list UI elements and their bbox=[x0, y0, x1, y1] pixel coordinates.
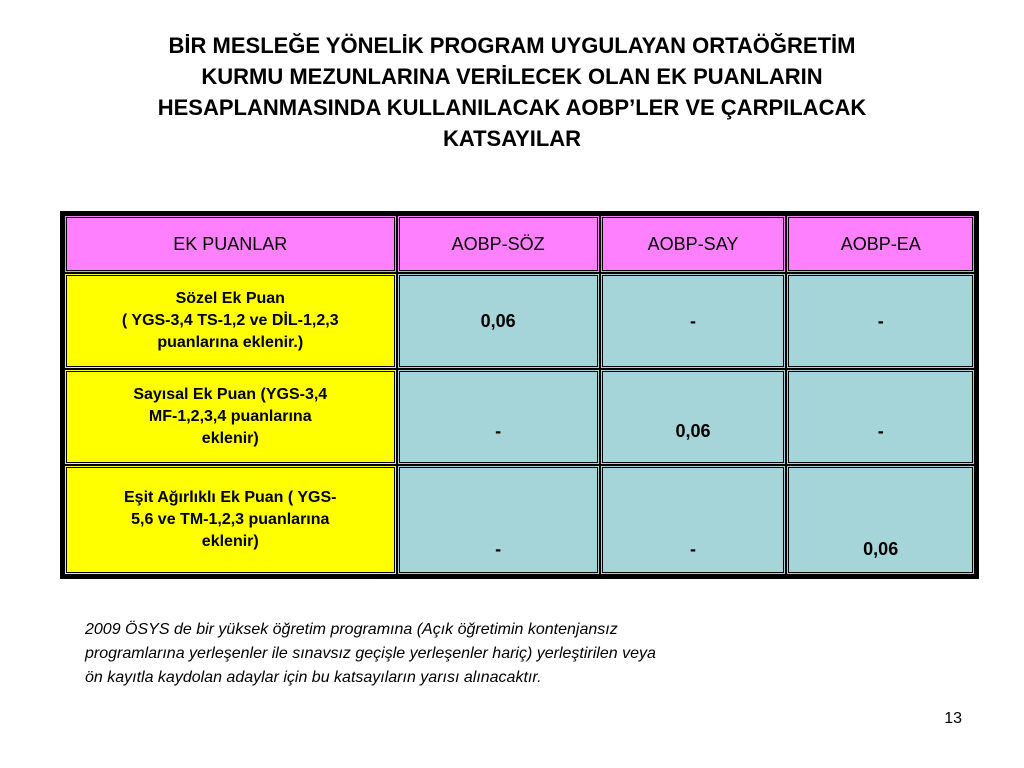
footnote-line: programlarına yerleşenler ile sınavsız geçişle yerleşenler hariç) yerleştirilen veya bbox=[85, 645, 656, 662]
footnote-line: ön kayıtla kaydolan adaylar için bu katsayıların yarısı alınacaktır. bbox=[85, 669, 542, 686]
value-cell: 0,06 bbox=[600, 369, 787, 465]
page-number: 13 bbox=[944, 710, 962, 727]
row-label-line: Eşit Ağırlıklı Ek Puan ( YGS- bbox=[124, 489, 337, 506]
value-cell: - bbox=[600, 465, 787, 575]
value-cell: 0,06 bbox=[397, 273, 600, 369]
value-cell: - bbox=[397, 465, 600, 575]
row-label-line: eklenir) bbox=[201, 533, 259, 550]
title-line: HESAPLANMASINDA KULLANILACAK AOBP’LER VE ÇARPILACAK bbox=[157, 95, 867, 120]
row-label-line: MF-1,2,3,4 puanlarına bbox=[148, 408, 312, 425]
value-cell: - bbox=[786, 273, 975, 369]
row-label-line: Sayısal Ek Puan (YGS-3,4 bbox=[133, 386, 328, 403]
column-header-aobp-ea: AOBP-EA bbox=[786, 215, 975, 273]
table-row bbox=[64, 273, 975, 369]
coefficients-table bbox=[60, 211, 979, 579]
row-label-line: puanlarına eklenir.) bbox=[157, 334, 304, 351]
column-header-aobp-say: AOBP-SAY bbox=[600, 215, 787, 273]
row-label-line: Sözel Ek Puan bbox=[175, 290, 285, 307]
row-label-line: 5,6 ve TM-1,2,3 puanlarına bbox=[131, 511, 330, 528]
title-line: KURMU MEZUNLARINA VERİLECEK OLAN EK PUANLARIN bbox=[201, 64, 823, 89]
value-cell: 0,06 bbox=[786, 465, 975, 575]
title-line: BİR MESLEĞE YÖNELİK PROGRAM UYGULAYAN ORTAÖĞRETİM bbox=[168, 33, 856, 58]
footnote-line: 2009 ÖSYS de bir yüksek öğretim programına (Açık öğretimin kontenjansız bbox=[85, 621, 618, 638]
table-row bbox=[64, 465, 975, 575]
value-cell: - bbox=[397, 369, 600, 465]
value-cell: - bbox=[786, 369, 975, 465]
row-label-sozel bbox=[64, 273, 397, 369]
value-cell: - bbox=[600, 273, 787, 369]
row-label-esit-agirlikli bbox=[64, 465, 397, 575]
column-header-ek-puanlar: EK PUANLAR bbox=[64, 215, 397, 273]
row-label-line: eklenir) bbox=[201, 430, 259, 447]
row-label-sayisal bbox=[64, 369, 397, 465]
row-label-line: ( YGS-3,4 TS-1,2 ve DİL-1,2,3 bbox=[121, 312, 339, 329]
footnote bbox=[85, 618, 955, 690]
table-header-row bbox=[64, 215, 975, 273]
title-line: KATSAYILAR bbox=[442, 126, 582, 151]
slide-title bbox=[60, 30, 964, 154]
column-header-aobp-soz: AOBP-SÖZ bbox=[397, 215, 600, 273]
table-row bbox=[64, 369, 975, 465]
